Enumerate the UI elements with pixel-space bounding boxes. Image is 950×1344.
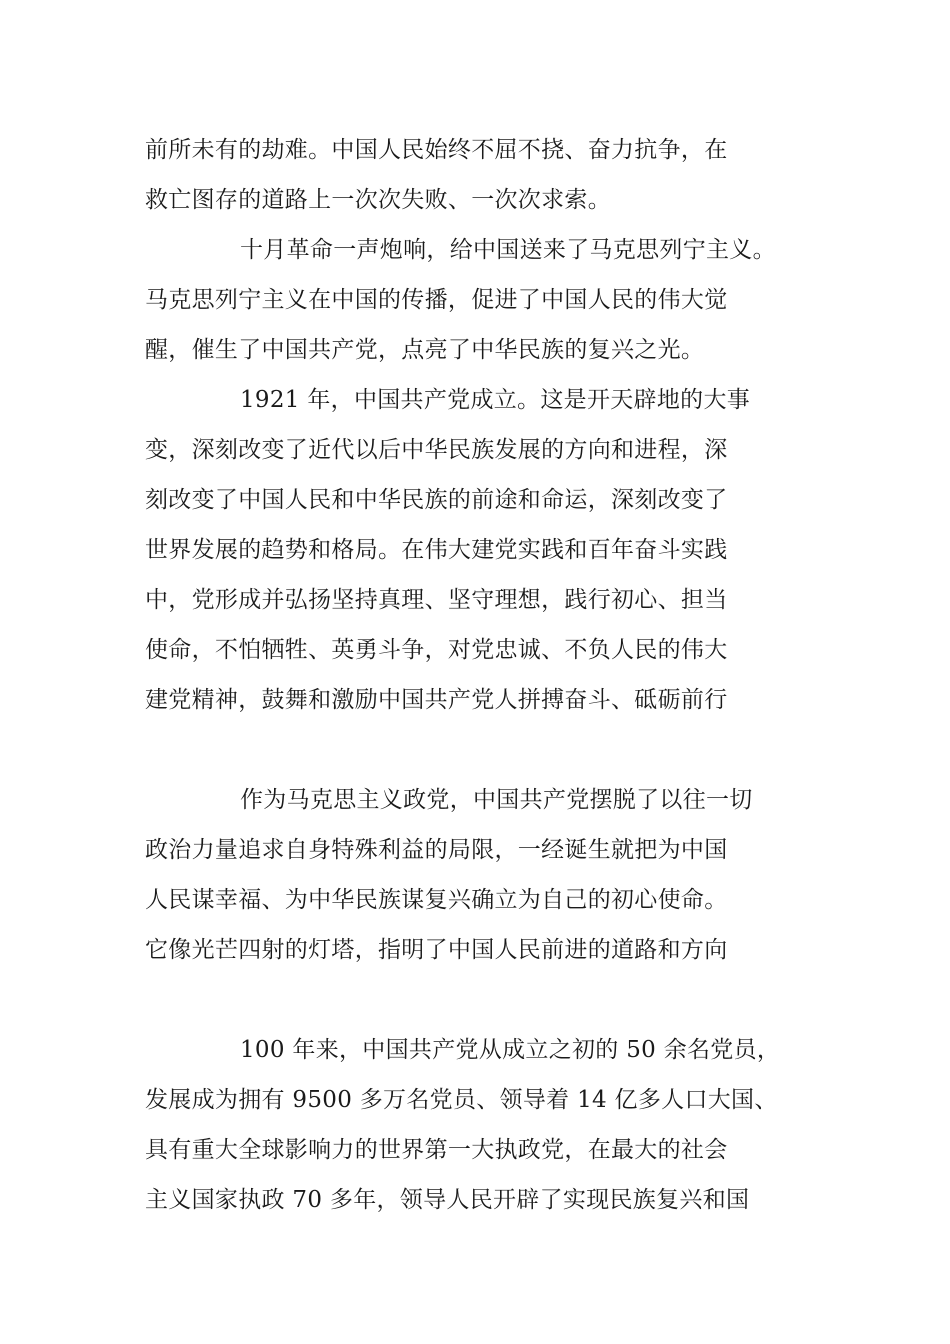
- paragraph-4-line-3: 人民谋幸福、为中华民族谋复兴确立为自己的初心使命。: [145, 887, 728, 913]
- paragraph-1-line-2: 救亡图存的道路上一次次失败、一次次求索。: [145, 187, 611, 213]
- paragraph-3-line-1: 1921 年，中国共产党成立。这是开天辟地的大事: [240, 387, 751, 413]
- paragraph-3-line-2: 变，深刻改变了近代以后中华民族发展的方向和进程，深: [145, 437, 728, 463]
- paragraph-4-line-2: 政治力量追求自身特殊利益的局限，一经诞生就把为中国: [145, 837, 728, 863]
- paragraph-5-line-3: 具有重大全球影响力的世界第一大执政党，在最大的社会: [145, 1137, 728, 1163]
- paragraph-1-line-1: 前所未有的劫难。中国人民始终不屈不挠、奋力抗争，在: [145, 137, 728, 163]
- paragraph-5-line-4: 主义国家执政 70 多年，领导人民开辟了实现民族复兴和国: [145, 1187, 750, 1213]
- paragraph-3-line-4: 世界发展的趋势和格局。在伟大建党实践和百年奋斗实践: [145, 537, 728, 563]
- paragraph-3-line-6: 使命，不怕牺牲、英勇斗争，对党忠诚、不负人民的伟大: [145, 637, 728, 663]
- paragraph-4-line-1: 作为马克思主义政党，中国共产党摆脱了以往一切: [240, 787, 753, 813]
- paragraph-3-line-7: 建党精神，鼓舞和激励中国共产党人拼搏奋斗、砥砺前行: [145, 687, 728, 713]
- paragraph-2-line-2: 马克思列宁主义在中国的传播，促进了中国人民的伟大觉: [145, 287, 728, 313]
- paragraph-2-line-1: 十月革命一声炮响，给中国送来了马克思列宁主义。: [240, 237, 776, 263]
- paragraph-5-line-1: 100 年来，中国共产党从成立之初的 50 余名党员，: [240, 1037, 781, 1063]
- paragraph-5-line-2: 发展成为拥有 9500 多万名党员、领导着 14 亿多人口大国、: [145, 1087, 778, 1113]
- paragraph-2-line-3: 醒，催生了中国共产党，点亮了中华民族的复兴之光。: [145, 337, 705, 363]
- paragraph-3-line-5: 中，党形成并弘扬坚持真理、坚守理想，践行初心、担当: [145, 587, 728, 613]
- paragraph-3-line-3: 刻改变了中国人民和中华民族的前途和命运，深刻改变了: [145, 487, 728, 513]
- paragraph-4-line-4: 它像光芒四射的灯塔，指明了中国人民前进的道路和方向: [145, 937, 728, 963]
